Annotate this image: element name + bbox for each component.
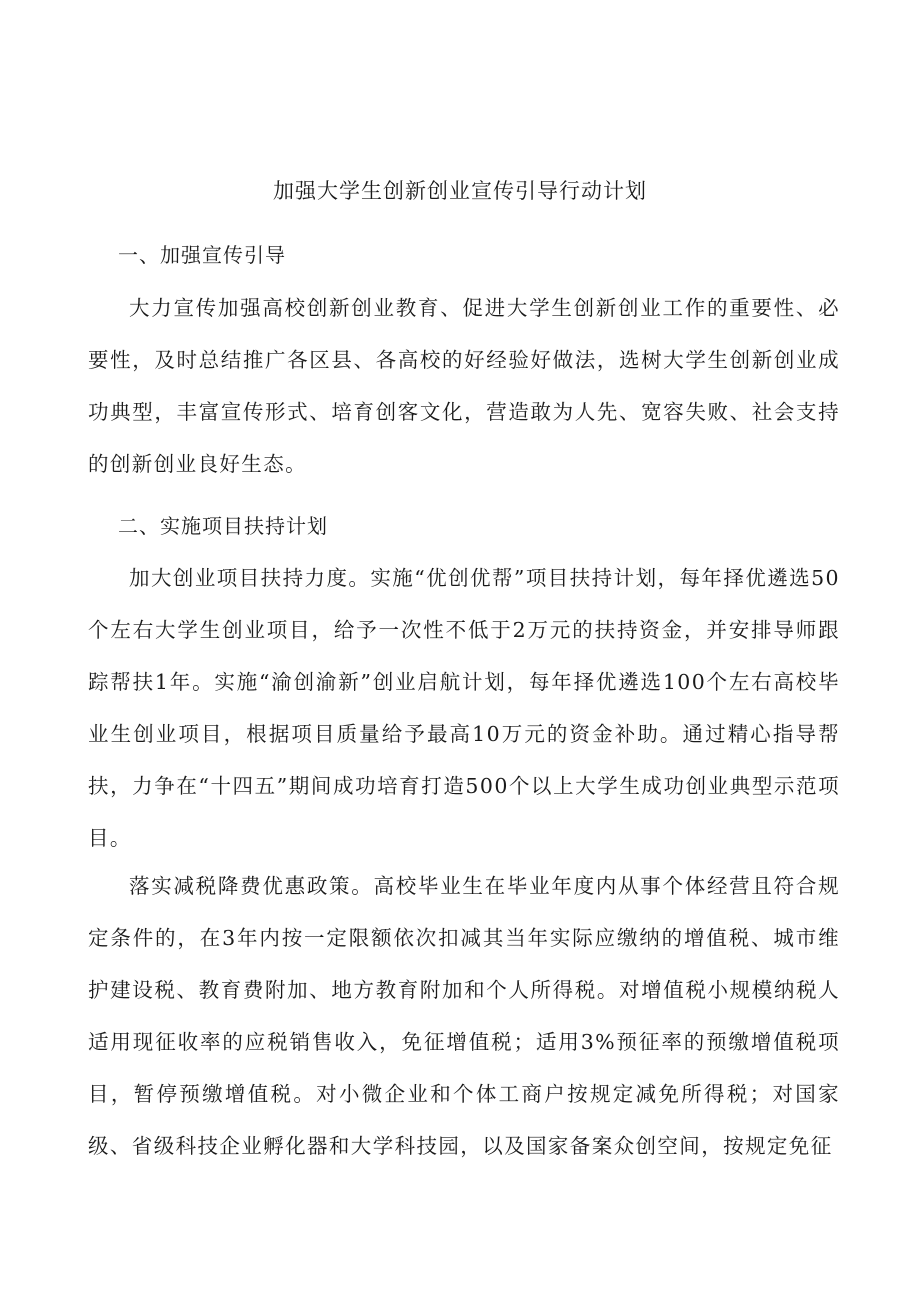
- section-2-paragraph-2: 落实减税降费优惠政策。高校毕业生在毕业年度内从事个体经营且符合规定条件的，在3年内按一定限额依次扣减其当年实际应缴纳的增值税、城市维护建设税、教育费附加、地方教育附加和个人所得税。对增值税小规模纳税人适用现征收率的应税销售收入，免征增值税；适用3%预征率的预缴增值税项目，暂停预缴增值税。对小微企业和个体工商户按规定减免所得税；对国家级、省级科技企业孵化器和大学科技园，以及国家备案众创空间，按规定免征: [88, 874, 840, 1158]
- section-heading-1: 一、加强宣传引导: [118, 243, 286, 267]
- section-1-paragraph-1: 大力宣传加强高校创新创业教育、促进大学生创新创业工作的重要性、必要性，及时总结推广各区县、各高校的好经验好做法，选树大学生创新创业成功典型，丰富宣传形式、培育创客文化，营造敢为人先、宽容失败、社会支持的创新创业良好生态。: [88, 296, 840, 476]
- section-heading-2: 二、实施项目扶持计划: [118, 514, 328, 538]
- document-title: 加强大学生创新创业宣传引导行动计划: [273, 179, 647, 203]
- section-2-paragraph-1: 加大创业项目扶持力度。实施“优创优帮”项目扶持计划，每年择优遴选50个左右大学生创业项目，给予一次性不低于2万元的扶持资金，并安排导师跟踪帮扶1年。实施“渝创渝新”创业启航计划，每年择优遴选100个左右高校毕业生创业项目，根据项目质量给予最高10万元的资金补助。通过精心指导帮扶，力争在“十四五”期间成功培育打造500个以上大学生成功创业典型示范项目。: [88, 566, 840, 850]
